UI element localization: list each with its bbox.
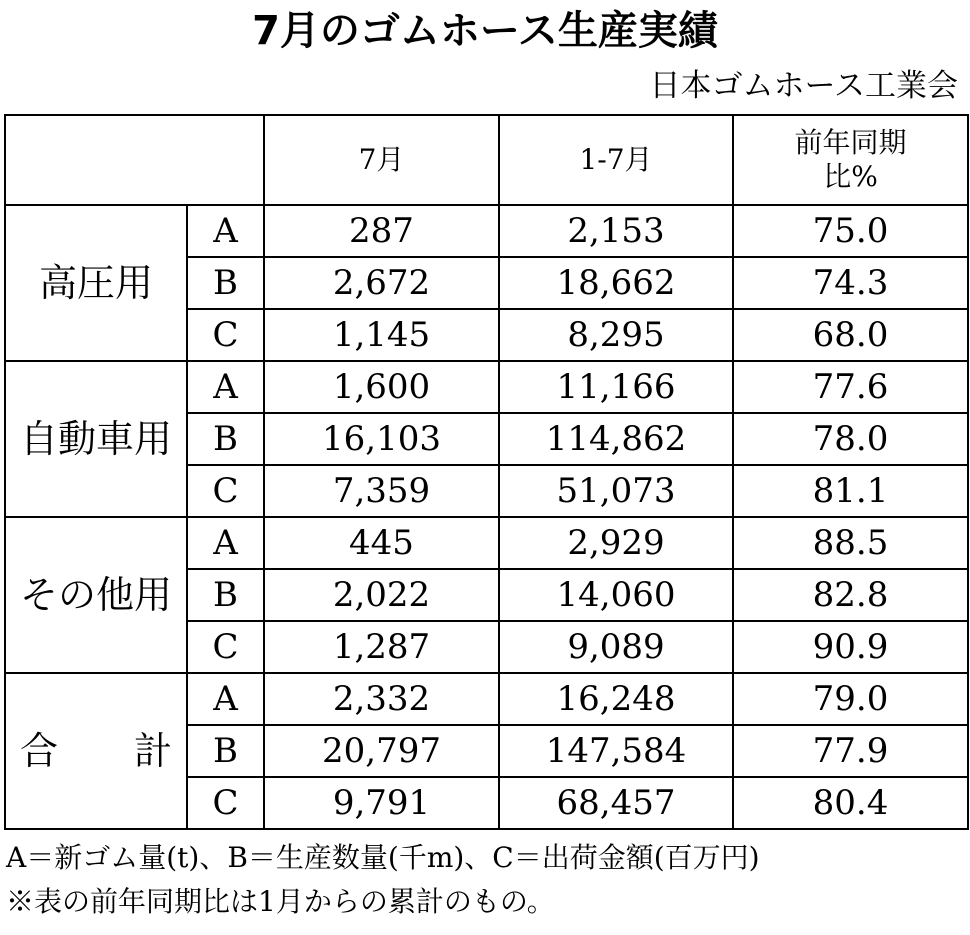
yoy-cell: 75.0 [733, 205, 968, 257]
type-cell: B [187, 257, 264, 309]
source-label: 日本ゴムホース工業会 [649, 68, 958, 104]
header-month: 7月 [264, 115, 499, 205]
yoy-cell: 78.0 [733, 413, 968, 465]
group-label: その他用 [5, 517, 187, 673]
month-cell: 1,600 [264, 361, 499, 413]
ytd-cell: 8,295 [499, 309, 733, 361]
ytd-cell: 2,929 [499, 517, 733, 569]
yoy-cell: 77.9 [733, 725, 968, 777]
month-cell: 16,103 [264, 413, 499, 465]
type-cell: C [187, 309, 264, 361]
yoy-cell: 68.0 [733, 309, 968, 361]
header-ytd: 1-7月 [499, 115, 733, 205]
header-yoy-label: 前年同期比% [794, 126, 907, 193]
type-cell: C [187, 465, 264, 517]
yoy-cell: 90.9 [733, 621, 968, 673]
page-title: 7月のゴムホース生産実績 [252, 8, 718, 54]
type-cell: C [187, 621, 264, 673]
yoy-cell: 74.3 [733, 257, 968, 309]
ytd-cell: 147,584 [499, 725, 733, 777]
table-row [5, 517, 968, 569]
month-cell: 287 [264, 205, 499, 257]
yoy-cell: 77.6 [733, 361, 968, 413]
month-cell: 20,797 [264, 725, 499, 777]
month-cell: 1,287 [264, 621, 499, 673]
group-label: 高圧用 [5, 205, 187, 361]
month-cell: 2,332 [264, 673, 499, 725]
header-corner [5, 115, 264, 205]
ytd-cell: 16,248 [499, 673, 733, 725]
month-cell: 2,672 [264, 257, 499, 309]
ytd-cell: 18,662 [499, 257, 733, 309]
yoy-cell: 80.4 [733, 777, 968, 829]
header-row [5, 115, 968, 205]
ytd-cell: 11,166 [499, 361, 733, 413]
month-cell: 445 [264, 517, 499, 569]
month-cell: 1,145 [264, 309, 499, 361]
type-cell: A [187, 361, 264, 413]
ytd-cell: 14,060 [499, 569, 733, 621]
month-cell: 2,022 [264, 569, 499, 621]
production-table [4, 114, 969, 830]
legend-note: A＝新ゴム量(t)、B＝生産数量(千m)、C＝出荷金額(百万円) [6, 841, 760, 874]
table-row [5, 205, 968, 257]
yoy-cell: 81.1 [733, 465, 968, 517]
table-row [5, 673, 968, 725]
ytd-cell: 68,457 [499, 777, 733, 829]
table-row [5, 361, 968, 413]
ytd-cell: 2,153 [499, 205, 733, 257]
type-cell: B [187, 725, 264, 777]
ytd-cell: 51,073 [499, 465, 733, 517]
type-cell: A [187, 517, 264, 569]
month-cell: 9,791 [264, 777, 499, 829]
footnote: ※表の前年同期比は1月からの累計のもの。 [6, 885, 555, 918]
ytd-cell: 9,089 [499, 621, 733, 673]
ytd-cell: 114,862 [499, 413, 733, 465]
type-cell: B [187, 413, 264, 465]
header-yoy [733, 115, 968, 205]
yoy-cell: 82.8 [733, 569, 968, 621]
yoy-cell: 88.5 [733, 517, 968, 569]
type-cell: B [187, 569, 264, 621]
type-cell: C [187, 777, 264, 829]
yoy-cell: 79.0 [733, 673, 968, 725]
type-cell: A [187, 673, 264, 725]
type-cell: A [187, 205, 264, 257]
group-label: 自動車用 [5, 361, 187, 517]
month-cell: 7,359 [264, 465, 499, 517]
group-label: 合 計 [5, 673, 187, 829]
